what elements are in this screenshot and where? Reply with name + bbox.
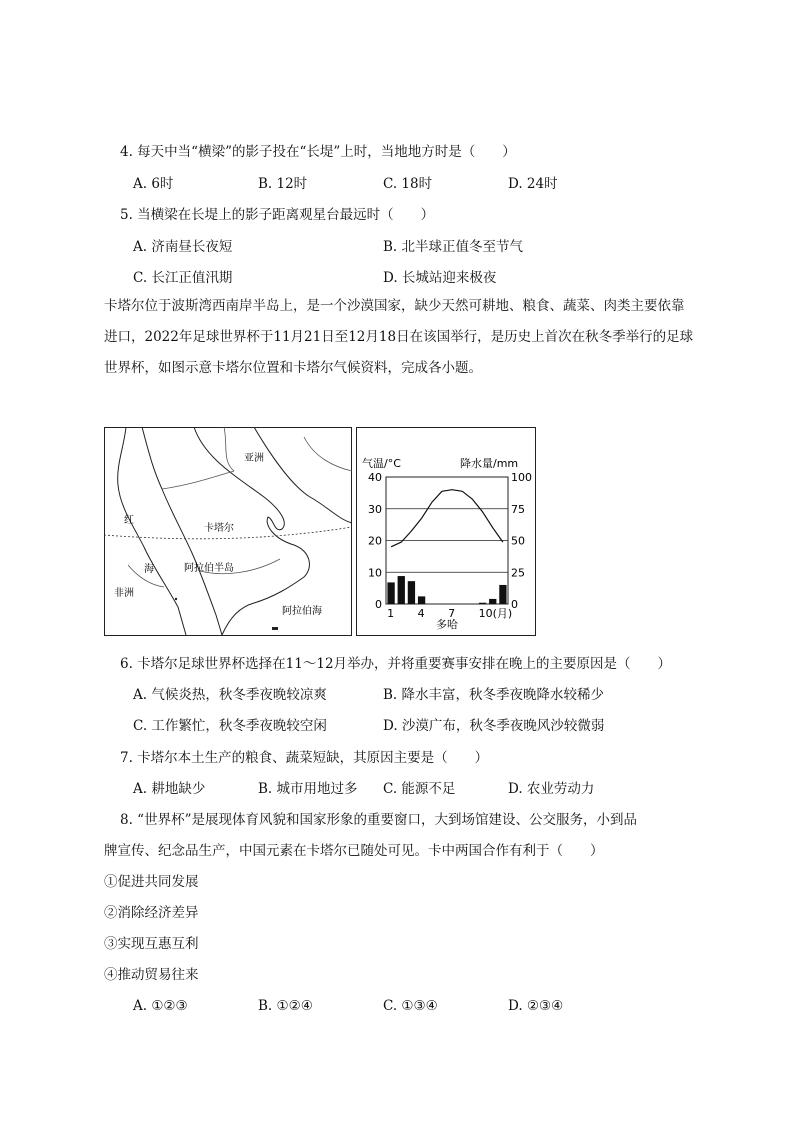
q7-option-b[interactable]: B. 城市用地过多	[258, 781, 358, 797]
label-africa: 非洲	[114, 588, 134, 599]
right-tick-label: 100	[511, 471, 532, 484]
left-tick-label: 10	[368, 566, 382, 580]
right-tick-label: 50	[511, 534, 525, 548]
qatar-location-map	[104, 427, 352, 636]
precipitation-bar	[408, 581, 415, 604]
q8-stem-line1: 8. “世界杯”是展现体育风貌和国家形象的重要窗口，大到场馆建设、公交服务，小到品	[120, 812, 637, 828]
q5-option-b[interactable]: B. 北半球正值冬至节气	[383, 239, 524, 255]
q5-option-c[interactable]: C. 长江正值汛期	[133, 270, 233, 286]
q6-stem: 6. 卡塔尔足球世界杯选择在11～12月举办，并将重要赛事安排在晚上的主要原因是（ ）	[120, 656, 672, 672]
label-red: 红	[124, 515, 134, 526]
doha-climate-chart	[356, 427, 536, 636]
q8-item-1: ①促进共同发展	[104, 874, 199, 890]
precipitation-bar	[398, 576, 405, 604]
x-tick-label: 1	[387, 607, 395, 620]
q6-option-b[interactable]: B. 降水丰富，秋冬季夜晚降水较稀少	[383, 687, 605, 703]
q8-stem-line2: 牌宣传、纪念品生产，中国元素在卡塔尔已随处可见。卡中两国合作有利于（ ）	[104, 843, 604, 859]
x-tick-label: 4	[417, 607, 425, 620]
label-qatar: 卡塔尔	[204, 523, 234, 534]
q6-option-d[interactable]: D. 沙漠广布，秋冬季夜晚风沙较微弱	[383, 718, 605, 734]
precipitation-bar	[489, 599, 496, 604]
right-tick-label: 75	[511, 502, 525, 516]
q4-option-d[interactable]: D. 24时	[508, 176, 558, 192]
left-tick-label: 20	[368, 534, 382, 548]
precipitation-bar	[418, 596, 425, 604]
right-tick-label: 25	[511, 566, 525, 580]
q8-option-b[interactable]: B. ①②④	[258, 998, 313, 1014]
q6-option-a[interactable]: A. 气候炎热，秋冬季夜晚较凉爽	[133, 687, 327, 703]
q7-option-a[interactable]: A. 耕地缺少	[133, 781, 206, 797]
island	[272, 627, 278, 630]
precipitation-bar	[479, 603, 486, 604]
island-dot	[175, 598, 177, 600]
q8-item-3: ③实现互惠互利	[104, 936, 199, 952]
label-asia: 亚洲	[244, 453, 264, 464]
q6-option-c[interactable]: C. 工作繁忙，秋冬季夜晚较空闲	[133, 718, 327, 734]
right-tick-label: 0	[511, 598, 518, 611]
left-tick-label: 40	[368, 471, 382, 484]
q4-option-c[interactable]: C. 18时	[383, 176, 433, 192]
q8-item-4: ④推动贸易往来	[104, 967, 199, 983]
label-arabian-sea: 阿拉伯海	[282, 606, 322, 617]
precipitation-bar	[387, 582, 394, 604]
label-peninsula: 阿拉伯半岛	[184, 563, 234, 574]
q5-stem: 5. 当横梁在长堤上的影子距离观星台最远时（ ）	[120, 207, 435, 223]
x-tick-label: 10(月)	[478, 607, 513, 620]
label-sea: 海	[144, 564, 154, 575]
q7-stem: 7. 卡塔尔本土生产的粮食、蔬菜短缺，其原因主要是（ ）	[120, 750, 489, 766]
q5-option-d[interactable]: D. 长城站迎来极夜	[383, 270, 497, 286]
left-tick-label: 0	[375, 598, 382, 611]
q8-option-c[interactable]: C. ①③④	[383, 998, 438, 1014]
right-axis-label: 降水量/mm	[460, 457, 519, 470]
left-axis-label: 气温/°C	[362, 457, 401, 470]
q4-option-a[interactable]: A. 6时	[133, 176, 174, 192]
q8-item-2: ②消除经济差异	[104, 905, 199, 921]
precipitation-bar	[499, 585, 506, 604]
q4-stem: 4. 每天中当“横梁”的影子投在“长堤”上时，当地地方时是（ ）	[120, 144, 516, 160]
reading-passage: 卡塔尔位于波斯湾西南岸半岛上，是一个沙漠国家，缺少天然可耕地、粮食、蔬菜、肉类主要依靠进口，2022年足球世界杯于11月21日至12月18日在该国举行，是历史上首次在秋冬季举行的足球世界杯，如图示意卡塔尔位置和卡塔尔气候资料，完成各小题。	[104, 298, 694, 376]
left-tick-label: 30	[368, 502, 382, 516]
q5-option-a[interactable]: A. 济南昼长夜短	[133, 239, 233, 255]
q8-option-d[interactable]: D. ②③④	[508, 998, 564, 1014]
q8-option-a[interactable]: A. ①②③	[133, 998, 188, 1014]
q7-option-d[interactable]: D. 农业劳动力	[508, 781, 595, 797]
x-axis-label: 多哈	[436, 618, 458, 631]
q4-option-b[interactable]: B. 12时	[258, 176, 308, 192]
q7-option-c[interactable]: C. 能源不足	[383, 781, 456, 797]
x-tick-label: 7	[448, 607, 456, 620]
